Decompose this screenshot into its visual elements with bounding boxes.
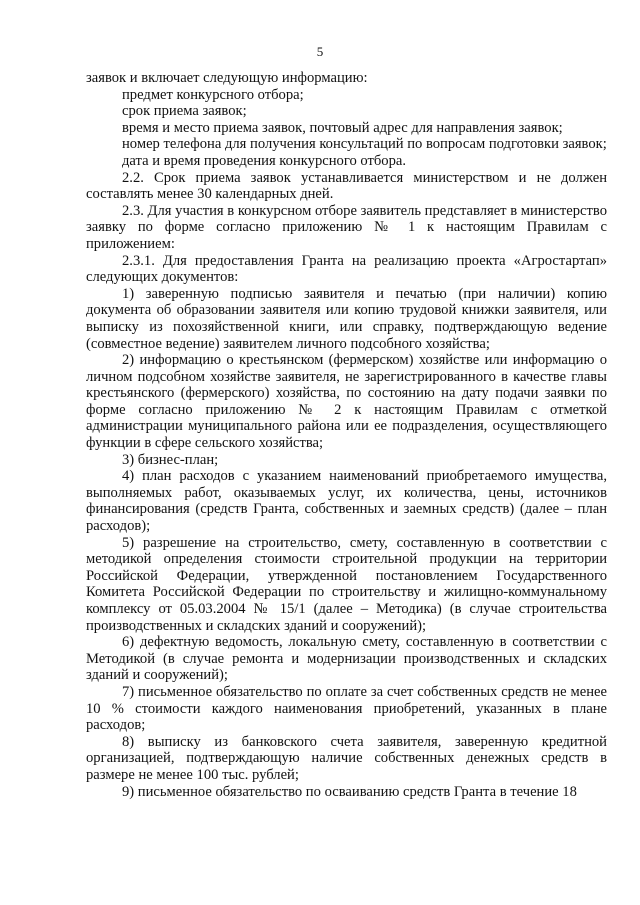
doc-item-6: 6) дефектную ведомость, локальную смету, составленную в соответствии с Методикой (в случае ремонта и модернизации производственных и складских зданий и сооружений); bbox=[86, 634, 607, 684]
doc-item-1: 1) заверенную подписью заявителя и печатью (при наличии) копию документа об образовании заявителя или копию трудовой книжки заявителя, или выписку из похозяйственной книги, или справку, подтверждающую ведение (совместное ведение) заявителем личного подсобного хозяйства; bbox=[86, 285, 607, 352]
doc-item-4: 4) план расходов с указанием наименований приобретаемого имущества, выполняемых работ, оказываемых услуг, их количества, цены, источников финансирования (средств Гранта, собственных и заемных средств) (далее – план расходов); bbox=[86, 468, 607, 535]
page-number: 5 bbox=[316, 44, 324, 59]
clause-2-3: 2.3. Для участия в конкурсном отборе заявитель представляет в министерство заявку по форме согласно приложению № 1 к настоящим Правилам с приложением: bbox=[86, 202, 607, 252]
doc-item-7: 7) письменное обязательство по оплате за счет собственных средств не менее 10 % стоимости каждого наименования приобретений, указанных в плане расходов; bbox=[86, 683, 607, 734]
list-item-selection-subject: предмет конкурсного отбора; bbox=[122, 86, 304, 103]
document-body bbox=[86, 70, 607, 800]
doc-item-3: 3) бизнес-план; bbox=[122, 451, 219, 468]
doc-item-9: 9) письменное обязательство по осваиванию средств Гранта в течение 18 bbox=[122, 783, 577, 800]
paragraph-intro: заявок и включает следующую информацию: bbox=[86, 70, 368, 86]
list-item-phone: номер телефона для получения консультаций по вопросам подготовки заявок; bbox=[122, 136, 607, 153]
clause-2-2: 2.2. Срок приема заявок устанавливается министерством и не должен составлять менее 30 календарных дней. bbox=[86, 169, 607, 203]
list-item-time-place: время и место приема заявок, почтовый адрес для направления заявок; bbox=[122, 119, 563, 136]
clause-2-3-1: 2.3.1. Для предоставления Гранта на реализацию проекта «Агростартап» следующих документов: bbox=[86, 252, 607, 286]
doc-item-2: 2) информацию о крестьянском (фермерском) хозяйстве или информацию о личном подсобном хозяйстве заявителя, не зарегистрированного в качестве главы крестьянского (фермерского) хозяйства, по состоянию на дату подачи заявки по форме согласно приложению № 2 к настоящим Правилам с отметкой администрации муниципального района или ее подразделения, осуществляющего функции в сфере сельского хозяйства; bbox=[86, 352, 607, 452]
doc-item-5: 5) разрешение на строительство, смету, составленную в соответствии с методикой определения стоимости строительной продукции на территории Российской Федерации, утвержденной постановлением Государственного Комитета Российской Федерации по строительству и жилищно-коммунальному комплексу от 05.03.2004 № 15/1 (далее – Методика) (в случае строительства производственных и складских зданий и сооружений); bbox=[86, 534, 607, 634]
doc-item-8: 8) выписку из банковского счета заявителя, заверенную кредитной организацией, подтверждающую наличие собственных денежных средств в размере не менее 100 тыс. рублей; bbox=[86, 733, 607, 783]
list-item-date-time: дата и время проведения конкурсного отбора. bbox=[122, 152, 407, 169]
list-item-application-period: срок приема заявок; bbox=[122, 103, 247, 120]
